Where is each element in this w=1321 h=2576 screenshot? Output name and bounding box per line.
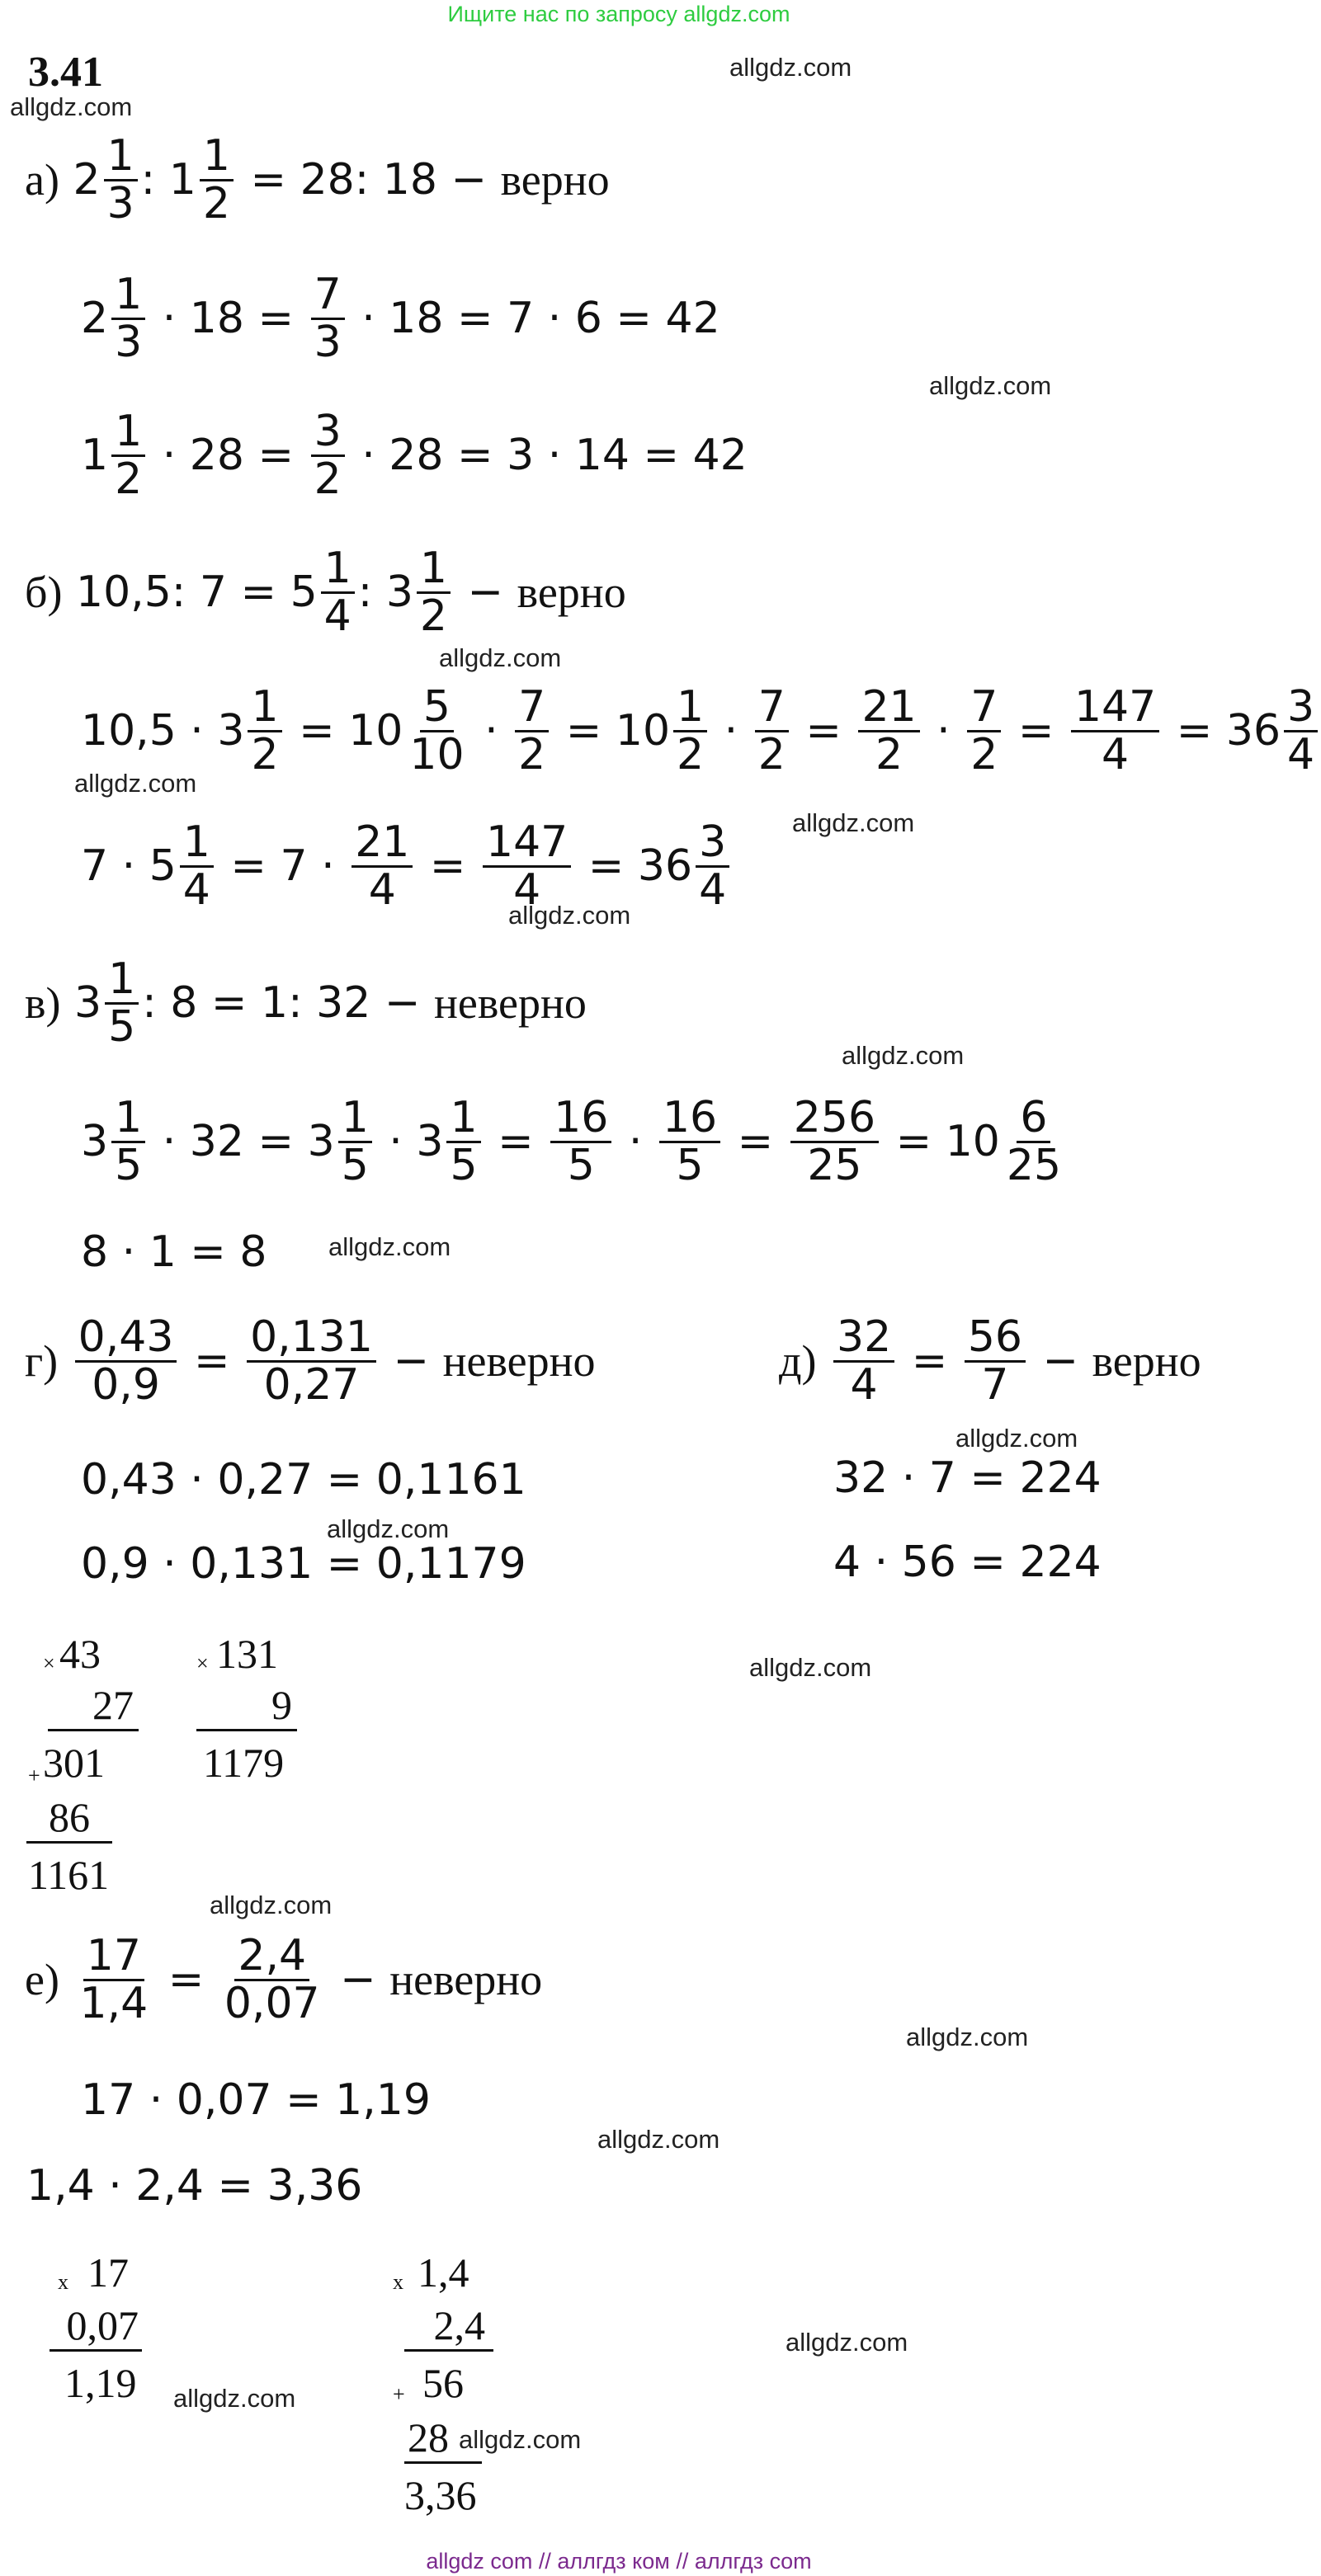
watermark: allgdz.com bbox=[906, 2023, 1029, 2051]
watermark: allgdz.com bbox=[929, 371, 1052, 400]
part-label: а) bbox=[25, 155, 59, 205]
part-b-check-2: 7 · 5 $\frac{1}{4}$ = 7 · $\frac{21}{4}$ = $\frac{147}{4}$ = 36 $\frac{3}{4}$ bbox=[81, 820, 733, 912]
part-g-statement: г) $\frac{0,43}{0,9}$ = $\frac{0,131}{0,27}$ − неверно bbox=[25, 1312, 596, 1410]
problem-number: 3.41 bbox=[28, 49, 103, 96]
part-v-check-2: 8 · 1 = 8 bbox=[81, 1227, 267, 1277]
part-label: г) bbox=[25, 1336, 59, 1387]
part-v-statement: в) 3 $\frac{1}{5}$ : 8 = 1 : 32 − неверно bbox=[25, 954, 587, 1052]
part-e-check-1: 17 · 0,07 = 1,19 bbox=[81, 2075, 431, 2125]
fraction: $\frac{1}{3}$ bbox=[104, 134, 138, 226]
whole: 2 bbox=[73, 155, 101, 205]
part-label: в) bbox=[25, 978, 61, 1029]
verdict: неверно bbox=[442, 1336, 596, 1387]
part-d-check-2: 4 · 56 = 224 bbox=[833, 1538, 1102, 1587]
part-a-check-2: 1 $\frac{1}{2}$ · 28 = $\frac{3}{2}$ · 28 = 3 · 14 = 42 bbox=[81, 407, 748, 504]
part-a-check-1: 2 $\frac{1}{3}$ · 18 = $\frac{7}{3}$ · 18 = 7 · 6 = 42 bbox=[81, 270, 720, 367]
part-b-statement: б) 10,5 : 7 = 5 $\frac{1}{4}$ : 3 $\frac{1}{2}$ − верно bbox=[25, 544, 626, 641]
part-label: е) bbox=[25, 1955, 59, 2005]
part-g-check-1: 0,43 · 0,27 = 0,1161 bbox=[81, 1455, 526, 1505]
watermark: allgdz.com bbox=[10, 92, 133, 121]
part-label: б) bbox=[25, 567, 63, 618]
part-v-check-1: 3 $\frac{1}{5}$ · 32 = 3 $\frac{1}{5}$ · 3 $\frac{1}{5}$ = $\frac{16}{5}$ · $\frac{16}{5}$ = $\frac{256}{25}$ = 10 $\frac{6}{25}$ bbox=[81, 1093, 1062, 1190]
verdict: неверно bbox=[433, 978, 587, 1029]
watermark: allgdz.com bbox=[792, 808, 915, 837]
verdict: верно bbox=[517, 567, 626, 618]
verdict: верно bbox=[1092, 1336, 1201, 1387]
watermark: allgdz.com bbox=[327, 1514, 450, 1543]
part-b-check-1: 10,5 · 3 $\frac{1}{2}$ = 10 $\frac{5}{10}$ · $\frac{7}{2}$ = 10 $\frac{1}{2}$ · $\frac{7}{2}$ = $\frac{21}{2}$ · $\frac{7}{2}$ = $\frac{147}{4}$ = 36 $\frac{3}{4}$ bbox=[81, 685, 1321, 777]
watermark: allgdz.com bbox=[328, 1232, 451, 1261]
part-g-check-2: 0,9 · 0,131 = 0,1179 bbox=[81, 1539, 526, 1589]
watermark: allgdz.com bbox=[842, 1041, 965, 1070]
watermark: allgdz.com bbox=[74, 769, 197, 798]
watermark: allgdz.com bbox=[955, 1424, 1078, 1453]
part-d-statement: д) $\frac{32}{4}$ = $\frac{56}{7}$ − верно bbox=[779, 1312, 1201, 1410]
part-e-statement: е) $\frac{17}{1,4}$ = $\frac{2,4}{0,07}$ − неверно bbox=[25, 1931, 543, 2028]
verdict: неверно bbox=[389, 1955, 543, 2005]
watermark: allgdz.com bbox=[508, 901, 631, 930]
verdict: верно bbox=[500, 155, 610, 205]
part-label: д) bbox=[779, 1336, 817, 1387]
watermark: allgdz.com bbox=[210, 1891, 333, 1919]
watermark: allgdz.com bbox=[439, 643, 562, 672]
watermark: allgdz.com bbox=[729, 53, 852, 82]
top-banner[interactable]: Ищите нас по запросу allgdz.com bbox=[447, 2, 790, 26]
fraction: $\frac{1}{2}$ bbox=[200, 134, 234, 226]
watermark: allgdz.com bbox=[786, 2328, 908, 2357]
part-d-check-1: 32 · 7 = 224 bbox=[833, 1453, 1102, 1503]
watermark: allgdz.com bbox=[749, 1653, 872, 1682]
watermark: allgdz.com bbox=[597, 2125, 720, 2154]
watermark: allgdz.com bbox=[459, 2425, 582, 2454]
bottom-banner[interactable]: allgdz com // аллгдз ком // аллгдз com bbox=[426, 2549, 812, 2574]
part-a-statement: а) 2 $\frac{1}{3}$ : 1 $\frac{1}{2}$ = 28 : 18 − верно bbox=[25, 131, 610, 228]
part-e-check-2: 1,4 · 2,4 = 3,36 bbox=[26, 2161, 363, 2211]
watermark: allgdz.com bbox=[173, 2384, 296, 2413]
